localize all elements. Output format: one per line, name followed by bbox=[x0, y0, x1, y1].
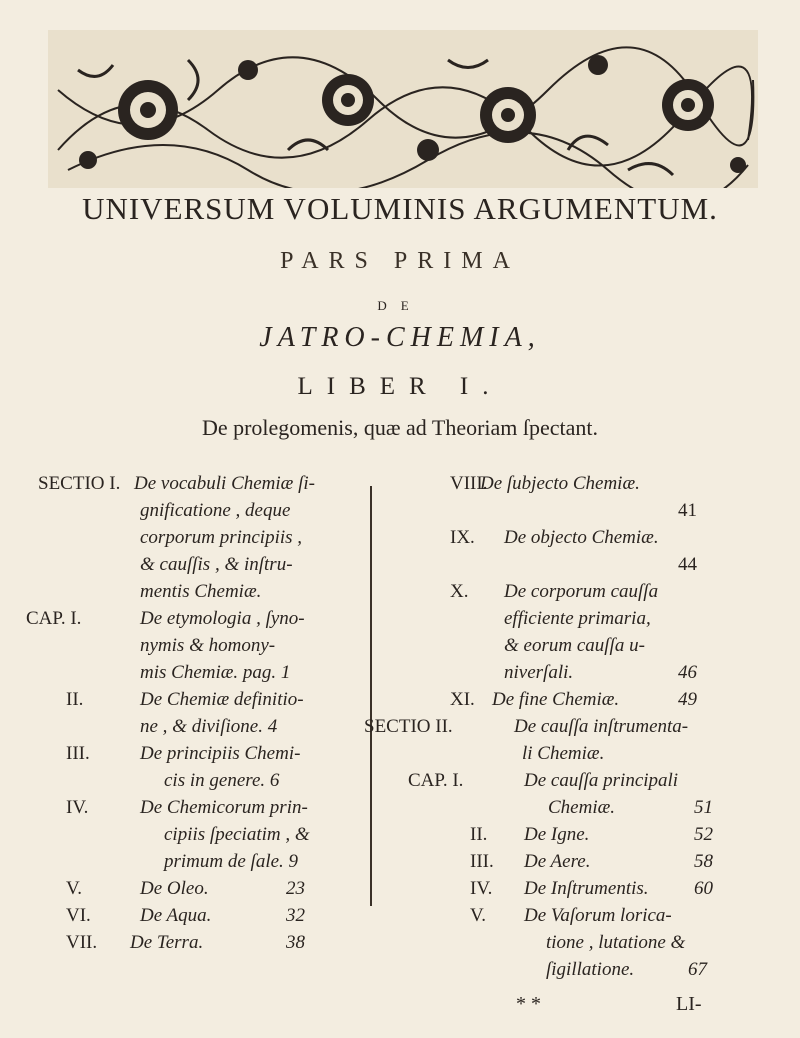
toc-entry-cap-11 bbox=[398, 686, 768, 713]
iatrochemia-heading: JATRO-CHEMIA, bbox=[259, 322, 541, 353]
entry-label: VII. bbox=[66, 932, 98, 953]
entry-label: IV. bbox=[66, 797, 89, 818]
toc-entry-cap-8 bbox=[398, 470, 768, 524]
entry-line: niverſali. bbox=[504, 662, 574, 683]
entry-label: VIII. bbox=[450, 473, 488, 494]
entry-line: De Chemiæ definitio- bbox=[140, 689, 304, 710]
toc-entry-s2-cap-4 bbox=[398, 875, 768, 902]
entry-label: III. bbox=[470, 851, 494, 872]
entry-line: primum de ſale. 9 bbox=[164, 851, 299, 872]
liber-subtitle: De prolegomenis, quæ ad Theoriam ſpectant. bbox=[201, 415, 599, 440]
entry-line: De Chemicorum prin- bbox=[140, 797, 308, 818]
entry-line: li Chemiæ. bbox=[522, 743, 605, 764]
de-heading: DE bbox=[377, 298, 423, 313]
toc-entry-cap-1 bbox=[26, 605, 368, 686]
toc-entry-s2-cap-2 bbox=[398, 821, 768, 848]
entry-line: & cauſſis , & inſtru- bbox=[140, 554, 293, 575]
entry-line: gnificatione , deque bbox=[140, 500, 291, 521]
page-title: UNIVERSUM VOLUMINIS ARGUMENTUM. bbox=[82, 191, 718, 226]
entry-label: II. bbox=[470, 824, 488, 845]
entry-line: ne , & diviſione. 4 bbox=[140, 716, 278, 737]
toc-entry-cap-4 bbox=[38, 794, 368, 875]
entry-line: De Aqua. bbox=[140, 905, 212, 926]
entry-label: V. bbox=[470, 905, 487, 926]
entry-line: efficiente primaria, bbox=[504, 608, 651, 629]
toc-entry-sectio-2 bbox=[364, 713, 768, 767]
entry-line: De principiis Chemi- bbox=[140, 743, 301, 764]
entry-page: 44 bbox=[678, 554, 697, 575]
toc-entry-s2-cap-3 bbox=[398, 848, 768, 875]
entry-line: De vocabuli Chemiæ ſi- bbox=[134, 473, 315, 494]
entry-line: De ſubjecto Chemiæ. bbox=[480, 473, 640, 494]
entry-line: tione , lutatione & bbox=[546, 932, 686, 953]
entry-label: IV. bbox=[470, 878, 493, 899]
entry-line: De objecto Chemiæ. bbox=[504, 527, 659, 548]
entry-line: cipiis ſpeciatim , & bbox=[164, 824, 310, 845]
entry-page: 46 bbox=[678, 662, 697, 683]
signature-mark: * * bbox=[516, 993, 541, 1015]
toc-entry-s2-cap-5 bbox=[398, 902, 768, 983]
toc-entry-sectio-1 bbox=[38, 470, 368, 605]
entry-line: De Terra. bbox=[130, 932, 204, 953]
entry-label: CAP. I. bbox=[408, 770, 464, 791]
entry-page: 32 bbox=[286, 905, 305, 926]
entry-page: 60 bbox=[694, 878, 713, 899]
entry-page: 49 bbox=[678, 689, 697, 710]
entry-line: De Oleo. bbox=[140, 878, 209, 899]
entry-line: De fine Chemiæ. bbox=[492, 689, 620, 710]
entry-label: IX. bbox=[450, 527, 475, 548]
column-divider bbox=[370, 486, 372, 906]
liber-heading: LIBER I. bbox=[297, 373, 503, 400]
pars-heading: PARS PRIMA bbox=[280, 248, 520, 274]
entry-line: De Igne. bbox=[524, 824, 590, 845]
entry-line: De Aere. bbox=[524, 851, 591, 872]
entry-page: 38 bbox=[286, 932, 305, 953]
entry-line: Chemiæ. bbox=[548, 797, 616, 818]
toc-entry-cap-2 bbox=[38, 686, 368, 740]
entry-page: 52 bbox=[694, 824, 713, 845]
entry-page: 51 bbox=[694, 797, 713, 818]
entry-line: De Inſtrumentis. bbox=[524, 878, 649, 899]
entry-line: ſigillatione. bbox=[546, 959, 635, 980]
entry-page: 58 bbox=[694, 851, 713, 872]
catchword: LI- bbox=[676, 993, 702, 1015]
entry-line: cis in genere. 6 bbox=[164, 770, 280, 791]
entry-line: De etymologia , ſyno- bbox=[140, 608, 305, 629]
entry-label: SECTIO II. bbox=[364, 716, 453, 737]
entry-line: corporum principiis , bbox=[140, 527, 303, 548]
entry-label: X. bbox=[450, 581, 469, 602]
entry-page: 67 bbox=[688, 959, 707, 980]
entry-label: XI. bbox=[450, 689, 475, 710]
toc-entry-cap-9 bbox=[398, 524, 768, 578]
entry-label: II. bbox=[66, 689, 84, 710]
entry-line: nymis & homony- bbox=[140, 635, 276, 656]
floral-ornament-icon bbox=[48, 30, 758, 188]
entry-line: De Vaſorum lorica- bbox=[524, 905, 672, 926]
entry-line: mis Chemiæ. pag. 1 bbox=[140, 662, 291, 683]
entry-line: mentis Chemiæ. bbox=[140, 581, 262, 602]
toc-entry-cap-7 bbox=[38, 929, 368, 956]
entry-line: De cauſſa principali bbox=[524, 770, 679, 791]
toc-left-column bbox=[26, 470, 368, 956]
entry-label: SECTIO I. bbox=[38, 473, 121, 494]
toc-entry-cap-5 bbox=[38, 875, 368, 902]
toc-right-column bbox=[364, 470, 768, 983]
entry-line: & eorum cauſſa u- bbox=[504, 635, 645, 656]
entry-label: V. bbox=[66, 878, 83, 899]
toc-entry-s2-cap-1 bbox=[398, 767, 768, 821]
entry-page: 41 bbox=[678, 500, 697, 521]
entry-page: 23 bbox=[286, 878, 305, 899]
entry-label: VI. bbox=[66, 905, 91, 926]
toc-entry-cap-10 bbox=[398, 578, 768, 686]
entry-line: De corporum cauſſa bbox=[504, 581, 659, 602]
entry-line: De cauſſa inſtrumenta- bbox=[514, 716, 689, 737]
entry-label: CAP. I. bbox=[26, 608, 82, 629]
toc-entry-cap-6 bbox=[38, 902, 368, 929]
entry-label: III. bbox=[66, 743, 90, 764]
toc-entry-cap-3 bbox=[38, 740, 368, 794]
